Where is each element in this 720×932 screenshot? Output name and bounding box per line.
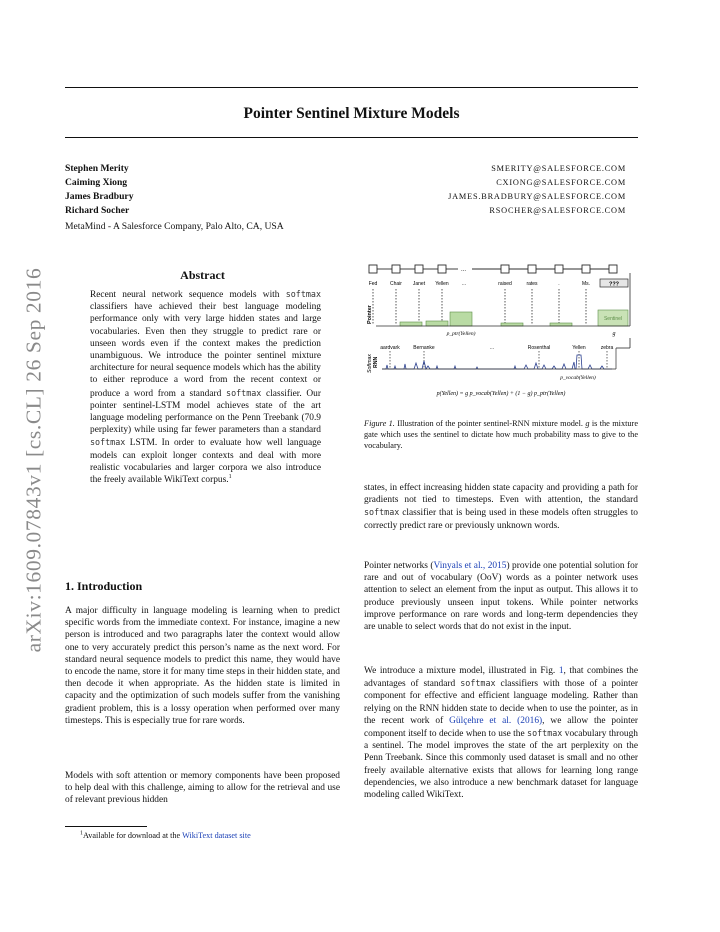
wikitext-link[interactable]: WikiText dataset site (182, 831, 251, 840)
footnote-rule (65, 826, 147, 827)
pointer-word: Ms. (581, 281, 591, 287)
softmax-term: softmax (364, 507, 400, 518)
pointer-word: ... (461, 281, 467, 287)
intro-paragraph-2 (65, 770, 340, 807)
p-vocab-label: p_vocab(Yellen) (560, 375, 596, 381)
author-name: Stephen Merity (65, 163, 129, 174)
abstract-text: classifiers have achieved their best language modeling performance only with very large hidden states and large vocabularies. Even then they struggle to predict rare or unseen words even if the context makes the prediction unambiguous. We introduce the pointer sentinel mixture architecture for neural sequence models which has the ability to either reproduce a word from the recent context or produce a word from a standard (90, 302, 321, 399)
pointer-word: Chair (390, 281, 402, 287)
softmax-term: softmax (226, 387, 262, 398)
caption-text: Illustration of the pointer sentinel-RNN mixture model. (394, 419, 586, 428)
caption-text: is the mixture gate which uses the sentinel to dictate how much probability mass to give to the vocabulary. (364, 419, 639, 450)
footnote-mark: 1 (80, 830, 83, 837)
rnn-ellipsis: ... (461, 267, 467, 273)
pointer-connectors (373, 289, 586, 324)
pointer-word: . (558, 281, 560, 287)
intro-paragraph-5 (364, 665, 638, 801)
query-token: ??? (608, 281, 620, 288)
pointer-bars (400, 310, 628, 326)
pointer-bar (426, 321, 448, 326)
citation-gulcehre[interactable]: Gülçehre et al. (2016) (449, 715, 543, 726)
pointer-bar (400, 322, 422, 326)
softmax-term: softmax (285, 289, 321, 299)
softmax-term: softmax (90, 437, 126, 448)
pointer-bar (550, 323, 572, 326)
rnn-axis-label: RNN (373, 356, 379, 368)
footnote-ref[interactable]: 1 (228, 473, 232, 480)
pointer-words (369, 281, 590, 287)
softmax-distribution (382, 355, 612, 369)
title-rule-top (65, 87, 638, 88)
gate-label: g (612, 331, 616, 337)
arxiv-stamp-text: arXiv:1609.07843v1 [cs.CL] 26 Sep 2016 (21, 267, 46, 653)
rnn-cell (392, 265, 400, 273)
p-ptr-label: p_ptr(Yellen) (446, 331, 476, 337)
author-email[interactable]: RSOCHER@SALESFORCE.COM (489, 206, 626, 215)
rnn-chain (369, 265, 617, 273)
paragraph-text (364, 560, 638, 633)
abstract-text: LSTM. In order to evaluate how well language models can exploit longer contexts and deal with more realistic vocabularies and larger corpora we also introduce the freely available WikiText corpus. (90, 438, 321, 486)
citation-vinyals[interactable]: Vinyals et al., 2015 (433, 561, 507, 571)
rnn-cell (555, 265, 563, 273)
arxiv-stamp (14, 250, 54, 670)
text-run: , that combines the advantages of standard (364, 666, 638, 690)
sentinel-label: Sentinel (603, 316, 623, 322)
figure-label: Figure 1. (364, 419, 395, 428)
section-heading-introduction: 1. Introduction (65, 579, 143, 593)
figure-reference[interactable]: 1 (558, 666, 564, 676)
softmax-term: softmax (527, 728, 563, 739)
pointer-word: rates (526, 281, 538, 287)
vocab-word: ... (489, 345, 495, 351)
text-run: ) provide one potential solution for rare and out of vocabulary (OoV) words as a pointer network uses attention to select an element from the input as output. This allows it to produce previously unseen input tokens. While pointer networks improve performance on rare words and long-term dependencies they are unable to select words that do not exist in the input. (364, 561, 638, 633)
vocab-word: Rosenthal (527, 345, 551, 351)
softmax-axis-label: Softmax (367, 353, 373, 373)
text-run: , we allow the pointer component itself to decide when to use the (364, 715, 638, 740)
mixture-equation: p(Yellen) = g p_vocab(Yellen) + (1 − g) p_ptr(Yellen) (436, 391, 566, 397)
figure-caption (364, 418, 638, 451)
paragraph-text (364, 482, 638, 532)
pointer-word: raised (498, 281, 512, 287)
rnn-cell (438, 265, 446, 273)
text-run: classifiers with those of a pointer component for effective and efficient language modeling. Rather than relying on the RNN hidden state to decide when to use the pointer, as in the recent work of (364, 679, 639, 726)
paper-title: Pointer Sentinel Mixture Models (243, 105, 460, 122)
pointer-sentinel-figure (364, 262, 638, 412)
vocab-words (380, 345, 613, 351)
author-name: James Bradbury (65, 191, 134, 202)
footnote-text: Available for download at the (83, 831, 183, 840)
text-run: We introduce a mixture model, illustrated in Fig. (364, 666, 559, 676)
footnote (80, 831, 251, 840)
text-run: classifier that is being used in these models often struggles to correctly predict rare or previously unknown words. (364, 508, 638, 531)
author-email[interactable]: SMERITY@SALESFORCE.COM (491, 164, 626, 173)
abstract-body (90, 288, 321, 486)
pointer-bar-yellen (450, 312, 472, 326)
intro-paragraph-3 (364, 482, 638, 532)
vocab-word: Bernanke (413, 345, 435, 351)
intro-paragraph-1 (65, 605, 340, 727)
rnn-cell (415, 265, 423, 273)
text-run: Pointer networks ( (364, 561, 434, 571)
intro-paragraph-4 (364, 560, 638, 633)
abstract-text: classifier. Our pointer sentinel-LSTM model achieves state of the art language modeling performance on the Penn Treebank (70.9 perplexity) while using far fewer parameters than a standard (90, 388, 321, 436)
pointer-axis-label: Pointer (367, 305, 373, 324)
softmax-term: softmax (460, 678, 496, 689)
rnn-cell (609, 265, 617, 273)
pointer-word: Fed (368, 281, 378, 287)
title-rule-bottom (65, 137, 638, 138)
vocab-word: aardvark (380, 345, 400, 351)
paragraph-text: A major difficulty in language modeling is learning when to predict specific words from the immediate context. For instance, imagine a new person is introduced and two paragraphs later the context would allow one to very accurately predict this person’s name as the next word. For standard neural sequence models to predict this name, they would have to encode the name, store it for many time steps in their hidden state, and then decode it when appropriate. As the hidden state is limited in capacity and the optimization of such models suffer from the vanishing gradient problem, this is a lossy operation when performed over many timesteps. This is especially true for rare words. (65, 606, 340, 726)
abstract-text: Recent neural network sequence models with (90, 290, 286, 300)
author-name: Caiming Xiong (65, 177, 128, 188)
pointer-bar (501, 323, 523, 326)
affiliation: MetaMind - A Salesforce Company, Palo Alto, CA, USA (65, 221, 284, 232)
rnn-cell (501, 265, 509, 273)
vocab-word: Yellen (572, 345, 586, 351)
paragraph-text: Models with soft attention or memory components have been proposed to help deal with this challenge, aiming to allow for the retrieval and use of relevant previous hidden (65, 771, 340, 806)
text-run: vocabulary through a sentinel. The model improves the state of the art perplexity on the Penn Treebank. Since this commonly used dataset is small and no other freely available alternative exists that allows for learning long range dependencies, we also introduce a new benchmark dataset for language modeling called WikiText. (364, 729, 638, 801)
paragraph-text (364, 665, 638, 801)
pointer-word: Janet (412, 281, 426, 287)
rnn-cell (582, 265, 590, 273)
rnn-cell (369, 265, 377, 273)
vocab-word: zebra (600, 345, 614, 351)
caption-gate-symbol: g (585, 419, 590, 428)
author-name: Richard Socher (65, 205, 130, 216)
abstract-heading: Abstract (180, 268, 225, 282)
rnn-cell (528, 265, 536, 273)
pointer-word: Yellen (435, 281, 449, 287)
author-email[interactable]: JAMES.BRADBURY@SALESFORCE.COM (448, 192, 626, 201)
text-run: states, in effect increasing hidden state capacity and providing a path for gradients not tied to timesteps. Even with attention, the standard (364, 483, 638, 506)
author-email[interactable]: CXIONG@SALESFORCE.COM (496, 178, 626, 187)
